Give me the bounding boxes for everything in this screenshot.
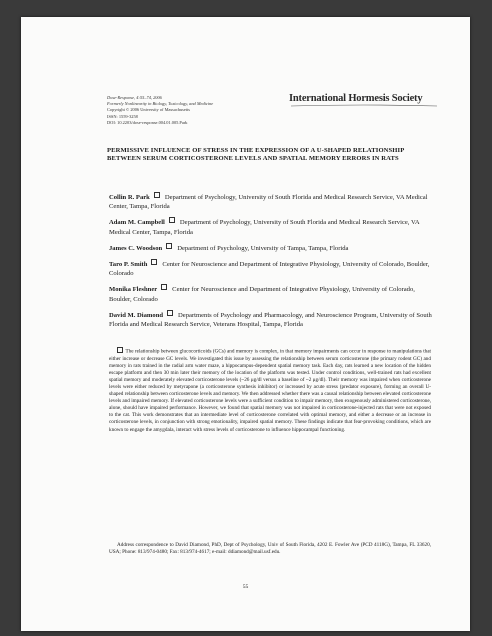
- author-name: Monika Fleshner: [109, 286, 158, 294]
- author-entry: [109, 192, 437, 211]
- author-entry: [109, 259, 437, 278]
- abstract-box-icon: [117, 347, 123, 353]
- separator-box-icon: [154, 192, 160, 198]
- author-name: David M. Diamond: [109, 311, 164, 319]
- abstract: [109, 347, 431, 434]
- author-entry: [109, 243, 437, 253]
- author-entry: [109, 284, 437, 303]
- journal-citation: Dose-Response, 4:55–74, 2006: [107, 95, 162, 100]
- author-name: Collin R. Park: [109, 194, 150, 201]
- correspondence-note: Address correspondence to David Diamond, PhD, Dept of Psychology, Univ of South Florida, 4202 E. Fowler Ave (PCD 4118G), Tampa, FL 33620, USA; Phone: 813/974-0480; Fax: 813/974-4617; e-mail: ddiamond@mail.usf.edu.: [109, 542, 431, 556]
- page-number: 55: [242, 584, 249, 590]
- author-name: Taro P. Smith: [109, 261, 148, 269]
- journal-former-name: Formerly Nonlinearity in Biology, Toxicology, and Medicine: [107, 101, 214, 107]
- separator-box-icon: [169, 217, 175, 223]
- author-affiliation: Department of Psychology, University of Tampa, Tampa, Florida: [177, 244, 349, 252]
- separator-box-icon: [166, 243, 172, 249]
- author-name: Adam M. Campbell: [109, 219, 165, 227]
- society-logo: [289, 93, 441, 107]
- author-list: [109, 192, 437, 335]
- document-page: [21, 17, 470, 631]
- author-entry: [109, 310, 437, 329]
- author-entry: [109, 217, 437, 236]
- journal-copyright: Copyright © 2006 University of Massachusetts: [107, 107, 190, 113]
- author-affiliation: Department of Psychology, University of South Florida and Medical Research Service, VA Medical Center, Tampa, Florida: [109, 219, 420, 236]
- separator-box-icon: [161, 284, 167, 290]
- journal-doi: DOI: 10.2203/dose-response.004.01.005.Park: [107, 119, 188, 125]
- article-title: PERMISSIVE INFLUENCE OF STRESS IN THE EXPRESSION OF A U-SHAPED RELATIONSHIP BETWEEN SERUM CORTICOSTERONE LEVELS AND SPATIAL MEMORY ERRORS IN RATS: [107, 147, 404, 163]
- journal-masthead: [107, 95, 237, 126]
- abstract-text: The relationship between glucocorticoids (GCs) and memory is complex, in that memory impairments can occur in response to manipulations that either increase or decrease GC levels. We investigated this issue by assessing the relationship between serum corticosterone (the primary rodent GC) and memory in rats trained in the radial arm water maze, a hippocampus-dependent spatial memory task. Each day, rats learned a new location of the hidden escape platform and then 30 min later their memory of the location of the platform was tested. Under control conditions, well-trained rats had excellent spatial memory and moderately elevated corticosterone levels (~26 μg/dl versus a baseline of ~2 μg/dl). Their memory was impaired when corticosterone levels were either reduced by metyrapone (a corticosterone synthesis inhibitor) or increased by acute stress (predator exposure), forming an overall U-shaped relationship between corticosterone levels and memory. We then addressed whether there was a causal relationship between elevated corticosterone levels and impaired memory. If elevated corticosterone levels were a sufficient condition to impair memory, then exogenously administered corticosterone, alone, should have impaired performance. However, we found that spatial memory was not impaired in corticosterone-injected rats that were not exposed to the cat. This work demonstrates that an intermediate level of corticosterone correlated with optimal memory, and either a decrease or an increase in corticosterone levels, in conjunction with strong emotionality, impaired spatial memory. These findings indicate that fear-provoking conditions, which are known to engage the amygdala, interact with stress levels of corticosterone to influence hippocampal functioning.: [109, 348, 431, 433]
- journal-issn: ISSN: 1559-3258: [107, 113, 138, 119]
- author-affiliation: Departments of Psychology and Pharmacology, and Neuroscience Program, University of South Florida and Medical Research Service, Veterans Hospital, Tampa, Florida: [109, 311, 432, 329]
- author-affiliation: Center for Neuroscience and Department of Integrative Physiology, University of Colorado, Boulder, Colorado: [109, 261, 430, 278]
- separator-box-icon: [167, 310, 173, 316]
- author-affiliation: Department of Psychology, University of South Florida and Medical Research Service, VA Medical Center, Tampa, Florida: [109, 194, 428, 211]
- separator-box-icon: [151, 259, 157, 265]
- society-logo-text: International Hormesis Society: [289, 93, 423, 104]
- author-name: James C. Woodson: [109, 244, 163, 252]
- logo-swash-icon: [289, 104, 439, 108]
- author-affiliation: Center for Neuroscience and Department of Integrative Physiology, University of Colorado, Boulder, Colorado: [109, 286, 415, 303]
